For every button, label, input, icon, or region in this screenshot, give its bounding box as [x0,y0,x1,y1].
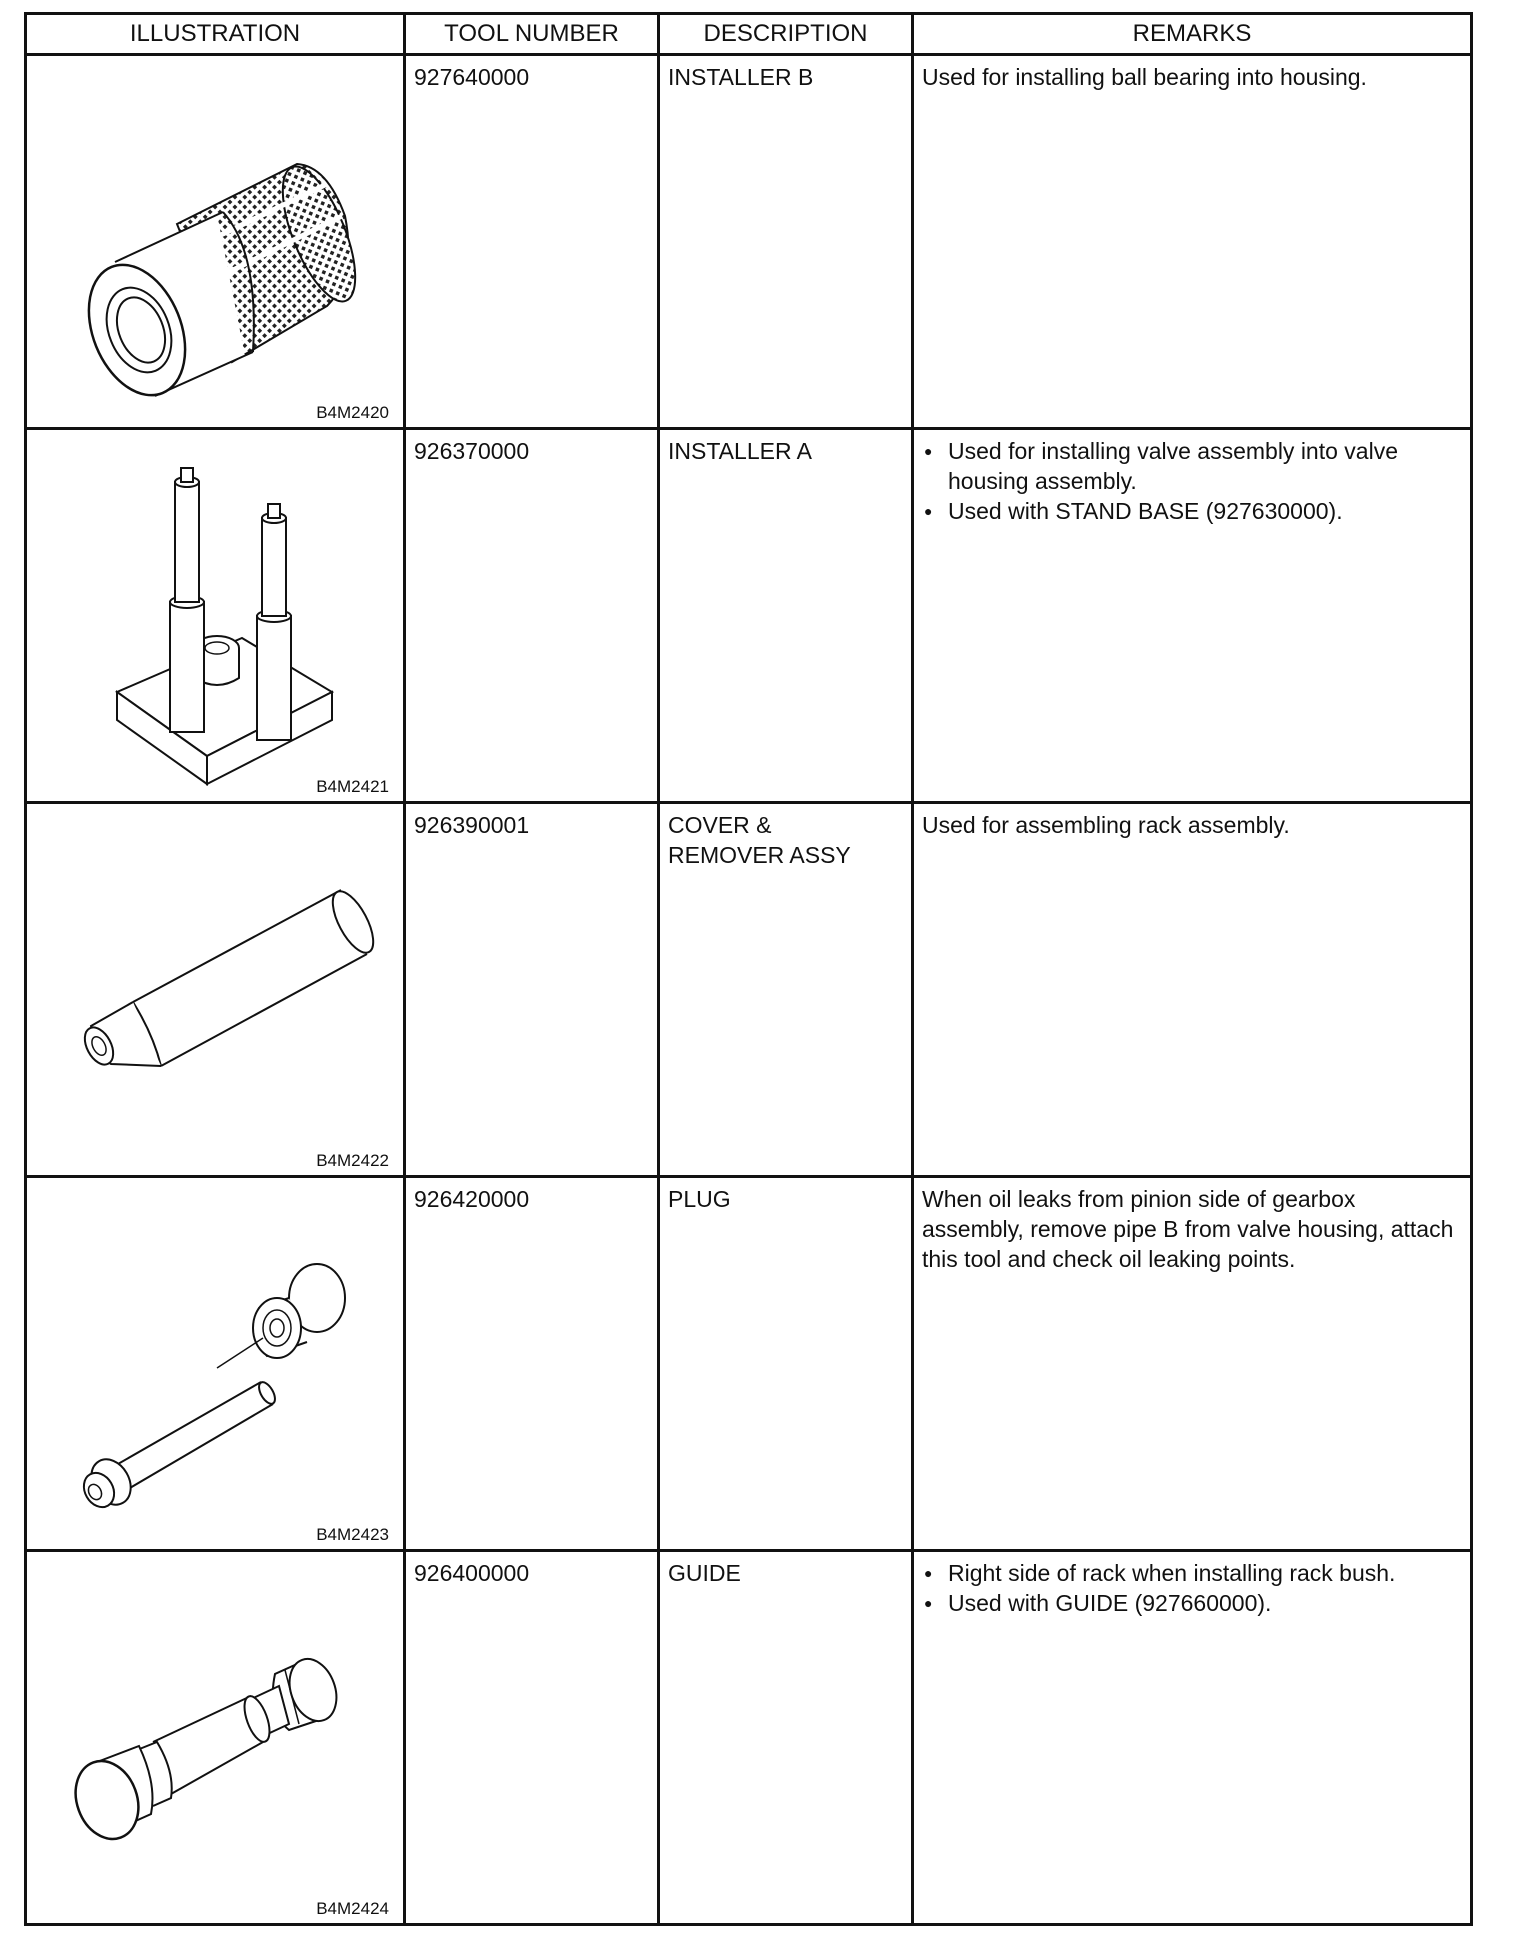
illustration-code: B4M2421 [316,777,389,796]
description-cell: PLUG [659,1177,913,1551]
tools-table [24,12,1473,1926]
remark-bullet: ● Used with GUIDE (927660000). [922,1588,1462,1618]
description-cell: GUIDE [659,1551,913,1925]
header-illustration: ILLUSTRATION [26,14,405,55]
remark-bullet: ● Used with STAND BASE (927630000). [922,496,1462,526]
table-row [26,1551,1472,1925]
special-tools-sheet [24,12,1470,1926]
illustration-cell [26,55,405,429]
tool-number-cell: 926370000 [405,429,659,803]
guide-tool-icon [27,1552,406,1923]
table-row [26,1177,1472,1551]
header-remarks: REMARKS [913,14,1472,55]
illustration-cell [26,803,405,1177]
illustration-code: B4M2420 [316,403,389,422]
plug-tool-icon [27,1178,406,1549]
remark-bullet: ● Right side of rack when installing rack bush. [922,1558,1462,1588]
remarks-cell: Used for assembling rack assembly. [913,803,1472,1177]
header-description: DESCRIPTION [659,14,913,55]
description-line: COVER & [668,812,772,838]
tool-number-cell: 926390001 [405,803,659,1177]
illustration-cell [26,1551,405,1925]
description-line: REMOVER ASSY [668,842,851,868]
illustration-cell [26,429,405,803]
remark-bullet: ● Used for installing valve assembly into valve housing assembly. [922,436,1462,496]
tool-number-cell: 927640000 [405,55,659,429]
stand-installer-icon [27,430,406,801]
description-cell: INSTALLER B [659,55,913,429]
remarks-cell [913,1551,1472,1925]
illustration-code: B4M2424 [316,1899,389,1918]
illustration-code: B4M2423 [316,1525,389,1544]
remarks-list [922,436,1462,526]
table-row [26,803,1472,1177]
header-tool-number: TOOL NUMBER [405,14,659,55]
illustration-cell [26,1177,405,1551]
table-header-row [26,14,1472,55]
description-cell: INSTALLER A [659,429,913,803]
remarks-cell: When oil leaks from pinion side of gearbox assembly, remove pipe B from valve housing, attach this tool and check oil leaking points. [913,1177,1472,1551]
remarks-cell: Used for installing ball bearing into housing. [913,55,1472,429]
description-cell [659,803,913,1177]
knurled-installer-icon [27,56,406,427]
table-row [26,429,1472,803]
illustration-code: B4M2422 [316,1151,389,1170]
tool-number-cell: 926420000 [405,1177,659,1551]
remarks-cell [913,429,1472,803]
tool-number-cell: 926400000 [405,1551,659,1925]
table-row [26,55,1472,429]
cover-remover-icon [27,804,406,1175]
remarks-list [922,1558,1462,1618]
